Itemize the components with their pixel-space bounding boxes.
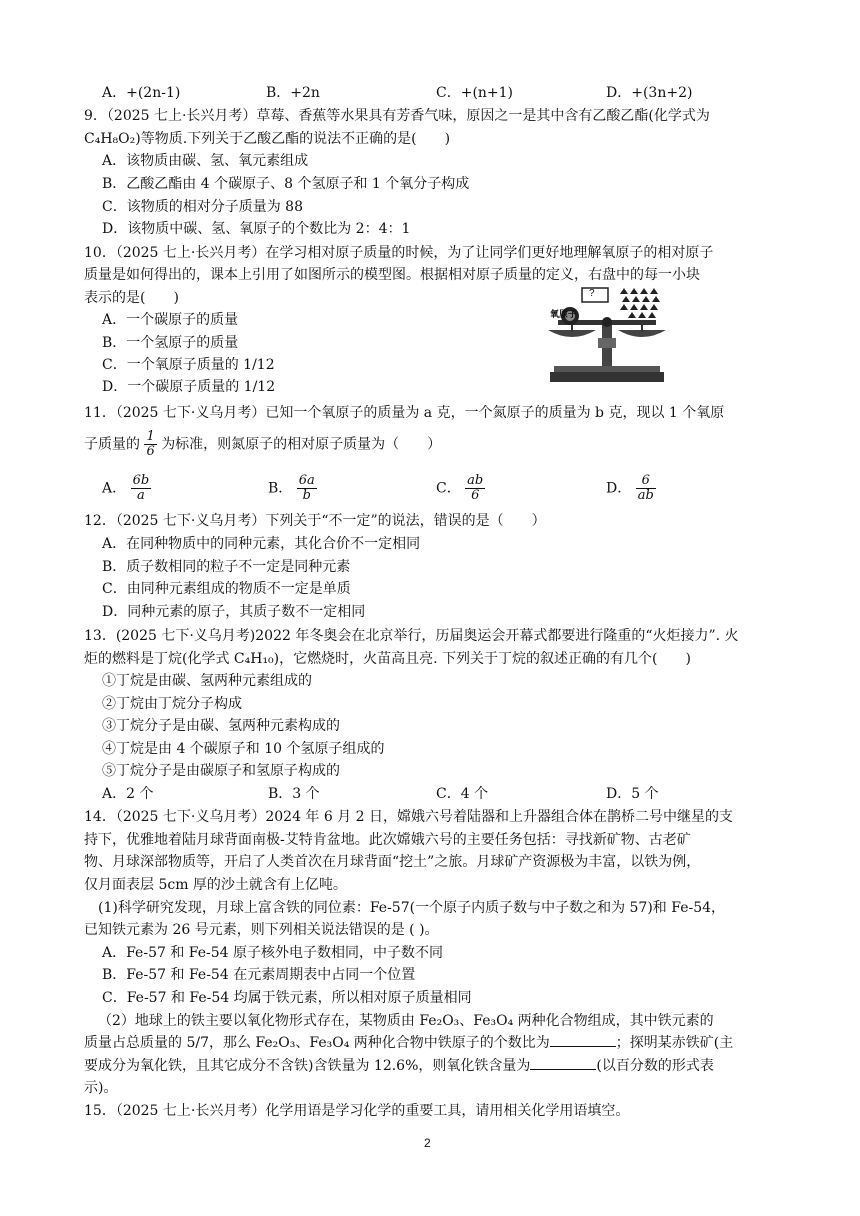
q10-stem-line2: 质量是如何得出的，课本上引用了如图所示的模型图。根据相对原子质量的定义，右盘中的每一小块 — [84, 267, 700, 283]
q11-option-b-frac — [297, 474, 317, 503]
q10-option-c: C．一个氧原子质量的 1/12 — [102, 357, 275, 373]
q14-part2-text-b: ；探明某赤铁矿(主 — [615, 1035, 734, 1051]
q9-option-c: C．该物质的相对分子质量为 88 — [102, 199, 303, 215]
q8-option-b: B．+2n — [266, 85, 320, 101]
q14-stem-line1: 14．（2025 七下·义乌月考）2024 年 6 月 2 日，嫦娥六号着陆器和上升器组合体在鹊桥二号中继星的支 — [84, 809, 734, 825]
q11-option-a-frac — [131, 474, 152, 503]
q10-option-a: A．一个碳原子的质量 — [102, 312, 239, 328]
q14-part2-text-d: (以百分数的形式表 — [596, 1058, 714, 1074]
q13-statement-1: ①丁烷是由碳、氢两种元素组成的 — [102, 673, 312, 689]
figure-oxygen-label: 氧原子 — [550, 309, 578, 319]
q11-stem-line2 — [84, 430, 441, 459]
q14-part1-line1: (1)科学研究发现，月球上富含铁的同位素：Fe-57(一个原子内质子数与中子数之和为 57)和 Fe-54， — [98, 900, 726, 916]
q9-option-a: A．该物质由碳、氢、氧元素组成 — [102, 153, 309, 169]
q12-option-b: B．质子数相同的粒子不一定是同种元素 — [102, 559, 351, 575]
q11-option-b-den: b — [302, 488, 311, 503]
q10-option-d: D．一个碳原子质量的 1/12 — [102, 379, 276, 395]
q13-option-a: A．2 个 — [102, 786, 154, 802]
page-number: 2 — [424, 1136, 431, 1150]
q14-part2-line4: 示)。 — [84, 1080, 118, 1096]
q12-option-a: A．在同种物质中的同种元素，其化合价不一定相同 — [102, 536, 421, 552]
q14-answer-blank-2[interactable] — [530, 1055, 596, 1070]
q14-stem-line3: 物、月球深部物质等，开启了人类首次在月球背面“挖土”之旅。月球矿产资源极为丰富，以铁为例， — [84, 854, 701, 870]
q13-option-b: B．3 个 — [268, 786, 320, 802]
q11-option-a — [102, 474, 151, 503]
q12-option-d: D．同种元素的原子，其质子数不一定相同 — [102, 604, 366, 620]
q11-option-b-num: 6a — [298, 473, 315, 488]
q11-option-a-num: 6b — [132, 473, 150, 488]
q11-option-c-label: C． — [436, 480, 461, 497]
q13-stem-line1: 13．(2025 七下·义乌月考)2022 年冬奥会在北京举行，历届奥运会开幕式都要进行隆重的“火炬接力”. 火 — [84, 628, 739, 644]
figure-question-mark: ? — [589, 288, 595, 299]
q14-option-b: B．Fe-57 和 Fe-54 在元素周期表中占同一个位置 — [102, 967, 416, 983]
q12-option-c: C．由同种元素组成的物质不一定是单质 — [102, 581, 351, 597]
q11-stem-text-b: 为标准，则氮原子的相对原子质量为（ ） — [161, 436, 442, 453]
q11-option-d-label: D． — [606, 480, 632, 497]
q13-statement-2: ②丁烷由丁烷分子构成 — [102, 696, 242, 712]
q13-option-d: D．5 个 — [606, 786, 659, 802]
q11-stem-text-a: 子质量的 — [84, 436, 145, 453]
q15-stem: 15．（2025 七上·长兴月考）化学用语是学习化学的重要工具，请用相关化学用语填空。 — [84, 1103, 630, 1119]
q14-part2-text-c: 要成分为氧化铁，且其它成分不含铁)含铁量为 12.6%，则氧化铁含量为 — [84, 1058, 531, 1074]
q11-stem-line1: 11．（2025 七下·义乌月考）已知一个氧原子的质量为 a 克，一个氮原子的质量为 b 克，现以 1 个氧原 — [84, 405, 725, 421]
q11-option-b-label: B． — [268, 480, 293, 497]
q13-option-c: C．4 个 — [436, 786, 489, 802]
q14-stem-line4: 仅月面表层 5cm 厚的沙土就含有上亿吨。 — [84, 877, 347, 893]
q14-part2-line3 — [84, 1055, 714, 1077]
q10-option-b: B．一个氢原子的质量 — [102, 335, 239, 351]
q11-option-a-label: A． — [102, 480, 127, 497]
q9-stem-line2: C₄H₈O₂)等物质.下列关于乙酸乙酯的说法不正确的是( ) — [84, 131, 451, 147]
q13-statement-3: ③丁烷分子是由碳、氢两种元素构成的 — [102, 718, 340, 734]
q11-fraction-num: 1 — [146, 429, 155, 444]
q14-stem-line2: 持下，优雅地着陆月球背面南极-艾特肯盆地。此次嫦娥六号的主要任务包括：寻找新矿物、古老矿 — [84, 832, 691, 848]
q11-option-b — [268, 474, 317, 503]
q14-part2-text-a: 质量占总质量的 5/7，那么 Fe₂O₃、Fe₃O₄ 两种化合物中铁原子的个数比为 — [84, 1035, 550, 1051]
q14-part2-line2 — [84, 1032, 733, 1054]
q11-option-c-frac — [465, 474, 485, 503]
q11-option-c-num: ab — [467, 473, 484, 488]
q9-option-b: B．乙酸乙酯由 4 个碳原子、8 个氢原子和 1 个氧分子构成 — [102, 176, 470, 192]
q8-option-c: C．+(n+1) — [436, 85, 514, 101]
q11-fraction-den: 6 — [146, 444, 155, 459]
q11-option-d-frac — [636, 474, 656, 503]
q11-option-d-den: ab — [637, 488, 654, 503]
q11-option-c-den: 6 — [471, 488, 480, 503]
q10-stem-line1: 10．（2025 七上·长兴月考）在学习相对原子质量的时候，为了让同学们更好地理解氧原子的相对原子 — [84, 245, 714, 261]
q9-option-d: D．该物质中碳、氢、氧原子的个数比为 2：4：1 — [102, 221, 411, 237]
q13-statement-5: ⑤丁烷分子是由碳原子和氢原子构成的 — [102, 763, 340, 779]
q11-fraction — [144, 430, 156, 459]
q14-option-a: A．Fe-57 和 Fe-54 原子核外电子数相同，中子数不同 — [102, 945, 444, 961]
q11-option-a-den: a — [136, 488, 145, 503]
q14-part2-line1: （2）地球上的铁主要以氧化物形式存在，某物质由 Fe₂O₃、Fe₃O₄ 两种化合物组成，其中铁元素的 — [98, 1013, 714, 1029]
q11-option-c — [436, 474, 485, 503]
q8-option-a: A．+(2n-1) — [102, 85, 181, 101]
q10-stem-line3: 表示的是( ) — [84, 290, 179, 306]
q14-answer-blank-1[interactable] — [550, 1032, 616, 1047]
q13-stem-line2: 炬的燃料是丁烷(化学式 C₄H₁₀)，它燃烧时，火苗高且亮. 下列关于丁烷的叙述正确的有几个( ) — [84, 651, 691, 667]
q11-option-d-num: 6 — [636, 474, 656, 489]
q8-option-d: D．+(3n+2) — [606, 85, 693, 101]
q14-option-c: C．Fe-57 和 Fe-54 均属于铁元素，所以相对原子质量相同 — [102, 990, 472, 1006]
q12-stem: 12．（2025 七下·义乌月考）下列关于“不一定”的说法，错误的是（ ） — [84, 513, 546, 529]
q11-option-d — [606, 474, 656, 503]
balance-scale-figure — [542, 286, 672, 386]
q9-stem-line1: 9．（2025 七上·长兴月考）草莓、香蕉等水果具有芳香气味，原因之一是其中含有乙酸乙酯(化学式为 — [84, 108, 710, 124]
q14-part1-line2: 已知铁元素为 26 号元素，则下列相关说法错误的是 ( )。 — [84, 922, 439, 938]
q13-statement-4: ④丁烷是由 4 个碳原子和 10 个氢原子组成的 — [102, 741, 385, 757]
